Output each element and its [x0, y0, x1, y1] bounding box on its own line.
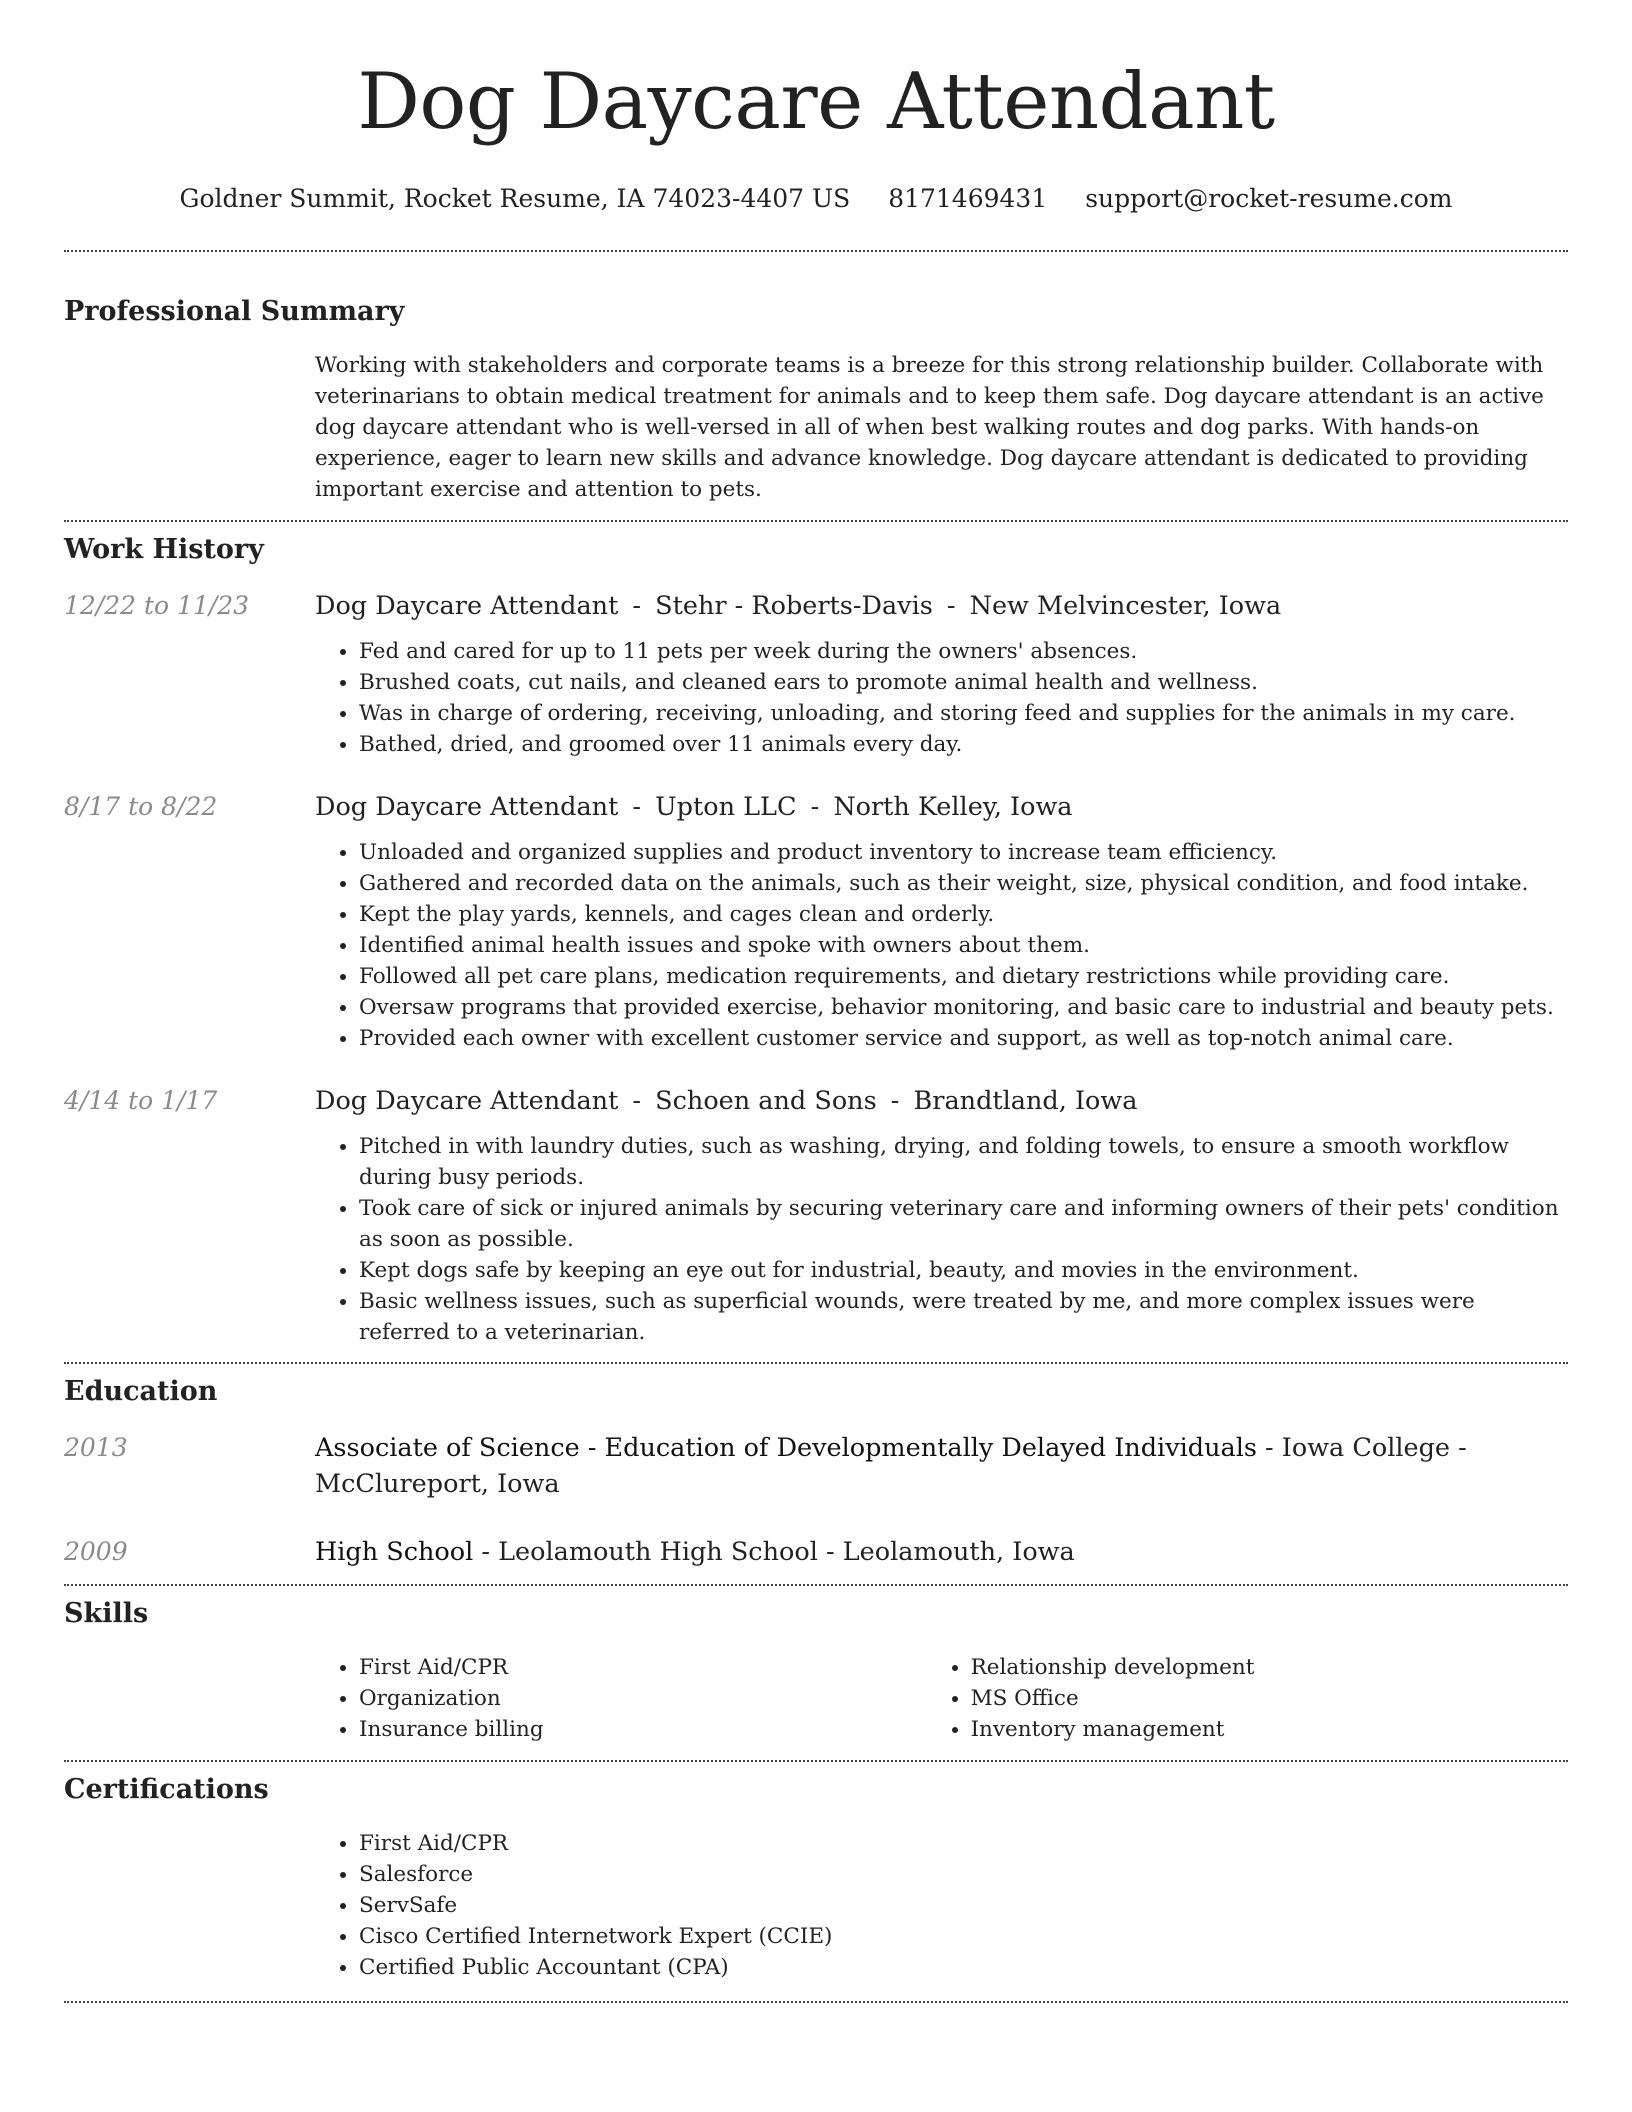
education-year: 2009: [64, 1537, 128, 1566]
job-bullet: • Identified animal health issues and spoke with owners about them.: [359, 930, 1568, 961]
job-title: Dog Daycare Attendant - Upton LLC - North Kelley, Iowa: [315, 792, 1073, 822]
job-bullets: [315, 837, 1568, 1054]
certifications-section: [64, 1772, 1568, 1983]
job-location: New Melvincester, Iowa: [969, 591, 1282, 621]
job-bullet: • Bathed, dried, and groomed over 11 animals every day.: [359, 729, 1568, 760]
skills-list-left: [315, 1652, 927, 1745]
resume-page: [64, 0, 1568, 2112]
certification-item: • Certified Public Accountant (CPA): [359, 1952, 1259, 1983]
job-bullet: • Oversaw programs that provided exercise, behavior monitoring, and basic care to industrial and beauty pets.: [359, 992, 1568, 1023]
job-bullet: • Kept dogs safe by keeping an eye out for industrial, beauty, and movies in the environment.: [359, 1255, 1568, 1286]
summary-text: Working with stakeholders and corporate teams is a breeze for this strong relationship builder. Collaborate with veterinarians to obtain medical treatment for animals and to keep them safe. Dog daycare attendant is an active dog daycare attendant who is well-versed in all of when best walking routes and dog parks. With hands-on experience, eager to learn new skills and advance knowledge. Dog daycare attendant is dedicated to providing important exercise and attention to pets.: [315, 353, 1544, 502]
divider: [64, 250, 1568, 252]
contact-email: support@rocket-resume.com: [1085, 184, 1453, 213]
certifications-column: [315, 1828, 1568, 1983]
job-dates: 12/22 to 11/23: [64, 591, 250, 620]
divider: [64, 520, 1568, 522]
skill-item: • Organization: [359, 1683, 927, 1714]
job-company: Upton LLC: [655, 792, 797, 822]
job-title: Dog Daycare Attendant - Stehr - Roberts-Davis - New Melvincester, Iowa: [315, 591, 1282, 621]
job-location: Brandtland, Iowa: [913, 1086, 1138, 1116]
education-year: 2013: [64, 1433, 128, 1462]
divider: [64, 1760, 1568, 1762]
divider: [64, 2001, 1568, 2003]
education-school: Iowa College: [1281, 1433, 1451, 1463]
contact-phone: 8171469431: [888, 184, 1048, 213]
section-title-summary: Professional Summary: [64, 296, 405, 327]
skill-item: • MS Office: [971, 1683, 1568, 1714]
candidate-name: Dog Daycare Attendant: [357, 57, 1275, 147]
job-role: Dog Daycare Attendant: [315, 792, 619, 822]
skill-item: • First Aid/CPR: [359, 1652, 927, 1683]
job-role: Dog Daycare Attendant: [315, 591, 619, 621]
education-location: Leolamouth, Iowa: [842, 1537, 1075, 1567]
education-degree: High School: [315, 1537, 474, 1567]
education-location: McClureport, Iowa: [315, 1469, 560, 1499]
job-bullet: • Gathered and recorded data on the animals, such as their weight, size, physical condition, and food intake.: [359, 868, 1568, 899]
certification-item: • First Aid/CPR: [359, 1828, 1259, 1859]
job-company: Schoen and Sons: [655, 1086, 877, 1116]
job-bullet: • Provided each owner with excellent customer service and support, as well as top-notch animal care.: [359, 1023, 1568, 1054]
work-history-section: [64, 532, 1568, 1348]
job-entry: [64, 789, 1568, 1054]
certification-item: • Salesforce: [359, 1859, 1259, 1890]
skill-item: • Inventory management: [971, 1714, 1568, 1745]
education-school: Leolamouth High School: [498, 1537, 818, 1567]
contact-line: [64, 182, 1568, 216]
job-bullets: [315, 1131, 1568, 1348]
job-location: North Kelley, Iowa: [833, 792, 1073, 822]
skills-list-right: [927, 1652, 1568, 1745]
job-bullet: • Took care of sick or injured animals by securing veterinary care and informing owners of their pets' condition as soon as possible.: [359, 1193, 1568, 1255]
divider: [64, 1584, 1568, 1586]
section-title-education: Education: [64, 1376, 218, 1407]
section-title-work-history: Work History: [64, 534, 264, 565]
skills-columns: [315, 1652, 1568, 1745]
divider: [64, 1362, 1568, 1364]
certification-item: • ServSafe: [359, 1890, 1259, 1921]
education-section: [64, 1374, 1568, 1570]
job-bullet: • Was in charge of ordering, receiving, unloading, and storing feed and supplies for the animals in my care.: [359, 698, 1568, 729]
job-bullet: • Followed all pet care plans, medication requirements, and dietary restrictions while providing care.: [359, 961, 1568, 992]
job-dates: 8/17 to 8/22: [64, 792, 218, 821]
job-bullet: • Unloaded and organized supplies and product inventory to increase team efficiency.: [359, 837, 1568, 868]
job-bullet: • Brushed coats, cut nails, and cleaned ears to promote animal health and wellness.: [359, 667, 1568, 698]
job-title: Dog Daycare Attendant - Schoen and Sons - Brandtland, Iowa: [315, 1086, 1138, 1116]
skill-item: • Relationship development: [971, 1652, 1568, 1683]
job-bullet: • Kept the play yards, kennels, and cages clean and orderly.: [359, 899, 1568, 930]
certifications-list: [315, 1828, 1259, 1983]
job-bullet: • Pitched in with laundry duties, such as washing, drying, and folding towels, to ensure a smooth workflow during busy periods.: [359, 1131, 1568, 1193]
job-entry: [64, 1083, 1568, 1348]
certification-item: • Cisco Certified Internetwork Expert (CCIE): [359, 1921, 1259, 1952]
contact-address: Goldner Summit, Rocket Resume, IA 74023-4407 US: [179, 184, 851, 213]
skill-item: • Insurance billing: [359, 1714, 927, 1745]
skills-section: [64, 1596, 1568, 1745]
job-role: Dog Daycare Attendant: [315, 1086, 619, 1116]
job-entry: [64, 588, 1568, 760]
section-title-skills: Skills: [64, 1598, 149, 1629]
job-bullet: • Basic wellness issues, such as superficial wounds, were treated by me, and more complex issues were referred to a veterinarian.: [359, 1286, 1568, 1348]
education-title: High School - Leolamouth High School - Leolamouth, Iowa: [315, 1537, 1075, 1567]
education-title: Associate of Science - Education of Developmentally Delayed Individuals - Iowa College - McClureport, Iowa: [315, 1433, 1467, 1499]
section-title-certifications: Certifications: [64, 1774, 269, 1805]
job-company: Stehr - Roberts-Davis: [655, 591, 933, 621]
education-entry: [64, 1534, 1568, 1570]
education-degree: Associate of Science - Education of Developmentally Delayed Individuals: [315, 1433, 1257, 1463]
job-bullets: [315, 636, 1568, 760]
summary-section: [64, 294, 1568, 505]
job-bullet: • Fed and cared for up to 11 pets per week during the owners' absences.: [359, 636, 1568, 667]
job-dates: 4/14 to 1/17: [64, 1086, 218, 1115]
education-entry: [64, 1430, 1568, 1502]
